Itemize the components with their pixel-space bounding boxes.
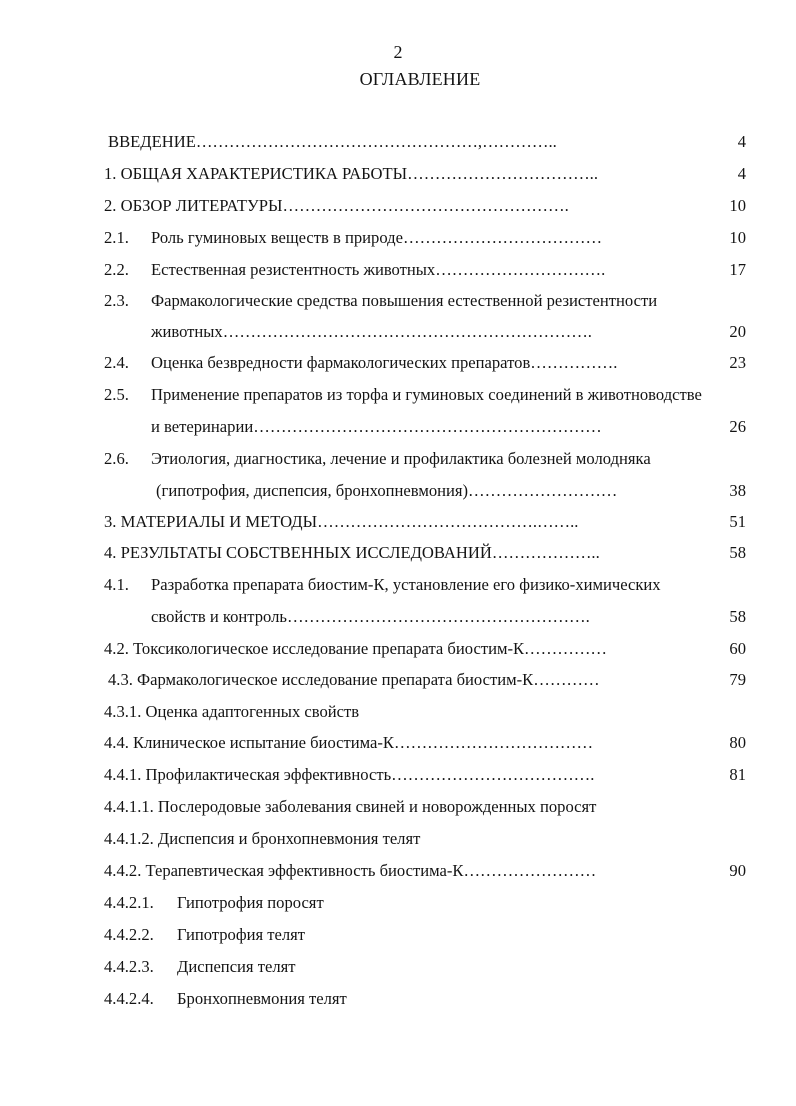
toc-number-4-4-2-4: 4.4.2.4. xyxy=(104,989,154,1008)
page-number: 2 xyxy=(393,42,403,62)
toc-number-2-5: 2.5. xyxy=(104,385,129,404)
toc-entry-2-5-cont: и ветеринарии……………………………………………………… xyxy=(151,417,602,436)
toc-page-4: 58 xyxy=(729,543,746,562)
toc-number-4-4-2-2: 4.4.2.2. xyxy=(104,925,154,944)
toc-number-2-1: 2.1. xyxy=(104,228,129,247)
toc-entry-4-4-2: 4.4.2. Терапевтическая эффективность биостима-К…………………… xyxy=(104,861,597,880)
page-title: ОГЛАВЛЕНИЕ xyxy=(359,69,481,89)
toc-entry-1: 1. ОБЩАЯ ХАРАКТЕРИСТИКА РАБОТЫ…………………………….. xyxy=(104,164,598,183)
toc-entry-4-4-2-1: Гипотрофия поросят xyxy=(177,893,324,912)
toc-entry-4-3: 4.3. Фармакологическое исследование препарата биостим-К………… xyxy=(108,670,600,689)
toc-number-2-2: 2.2. xyxy=(104,260,129,279)
toc-page-4-4: 80 xyxy=(729,733,746,752)
toc-entry-2: 2. ОБЗОР ЛИТЕРАТУРЫ……………………………………………. xyxy=(104,196,569,215)
toc-entry-2-3-cont: животных…………………………………………………………. xyxy=(151,322,592,341)
toc-entry-2-1: Роль гуминовых веществ в природе……………………………… xyxy=(151,228,603,247)
toc-page-1: 4 xyxy=(737,164,746,183)
toc-page-2-1: 10 xyxy=(729,228,746,247)
toc-entry-4-2: 4.2. Токсикологическое исследование препарата биостим-К…………… xyxy=(104,639,608,658)
toc-page-2-4: 23 xyxy=(729,353,746,372)
toc-entry-4-3-1: 4.3.1. Оценка адаптогенных свойств xyxy=(104,702,360,721)
toc-entry-2-5: Применение препаратов из торфа и гуминовых соединений в животноводстве xyxy=(151,385,702,404)
toc-entry-3: 3. МАТЕРИАЛЫ И МЕТОДЫ………………………………….…….. xyxy=(104,512,579,531)
toc-page-2: 10 xyxy=(729,196,746,215)
toc-entry-4-4-2-2: Гипотрофия телят xyxy=(177,925,306,944)
toc-number-2-4: 2.4. xyxy=(104,353,129,372)
toc-entry-4-4: 4.4. Клиническое испытание биостима-К……………………………… xyxy=(104,733,594,752)
toc-entry-4-4-1: 4.4.1. Профилактическая эффективность………………………………. xyxy=(104,765,595,784)
toc-page-intro: 4 xyxy=(737,132,746,151)
toc-number-4-1: 4.1. xyxy=(104,575,129,594)
toc-entry-4-1-cont: свойств и контроль………………………………………………. xyxy=(151,607,590,626)
toc-entry-2-6: Этиология, диагностика, лечение и профилактика болезней молодняка xyxy=(151,449,651,468)
toc-page-4-4-1: 81 xyxy=(729,765,746,784)
toc-entry-intro: ВВЕДЕНИЕ……………………………………………,………….. xyxy=(108,132,557,151)
toc-number-4-4-2-3: 4.4.2.3. xyxy=(104,957,154,976)
toc-page-2-2: 17 xyxy=(729,260,746,279)
toc-entry-4: 4. РЕЗУЛЬТАТЫ СОБСТВЕННЫХ ИССЛЕДОВАНИЙ……………….. xyxy=(104,543,600,562)
toc-number-2-6: 2.6. xyxy=(104,449,129,468)
toc-entry-2-4: Оценка безвредности фармакологических препаратов……………. xyxy=(151,353,618,372)
toc-entry-2-2: Естественная резистентность животных…………………………. xyxy=(151,260,606,279)
toc-number-4-4-2-1: 4.4.2.1. xyxy=(104,893,154,912)
toc-entry-2-3: Фармакологические средства повышения естественной резистентности xyxy=(151,291,658,310)
toc-entry-4-4-2-3: Диспепсия телят xyxy=(177,957,296,976)
toc-page-4-1: 58 xyxy=(729,607,746,626)
toc-entry-4-4-1-2: 4.4.1.2. Диспепсия и бронхопневмония телят xyxy=(104,829,421,848)
toc-number-2-3: 2.3. xyxy=(104,291,129,310)
toc-entry-4-4-1-1: 4.4.1.1. Послеродовые заболевания свиней и новорожденных поросят xyxy=(104,797,597,816)
toc-page-2-3: 20 xyxy=(729,322,746,341)
toc-entry-4-1: Разработка препарата биостим-К, установление его физико-химических xyxy=(151,575,661,594)
toc-page-4-2: 60 xyxy=(729,639,746,658)
toc-page-3: 51 xyxy=(729,512,746,531)
toc-page-4-3: 79 xyxy=(729,670,746,689)
toc-entry-4-4-2-4: Бронхопневмония телят xyxy=(177,989,347,1008)
toc-entry-2-6-cont: (гипотрофия, диспепсия, бронхопневмония)……………………… xyxy=(156,481,618,500)
toc-page-2-5: 26 xyxy=(729,417,746,436)
toc-page-2-6: 38 xyxy=(729,481,746,500)
toc-page-4-4-2: 90 xyxy=(729,861,746,880)
